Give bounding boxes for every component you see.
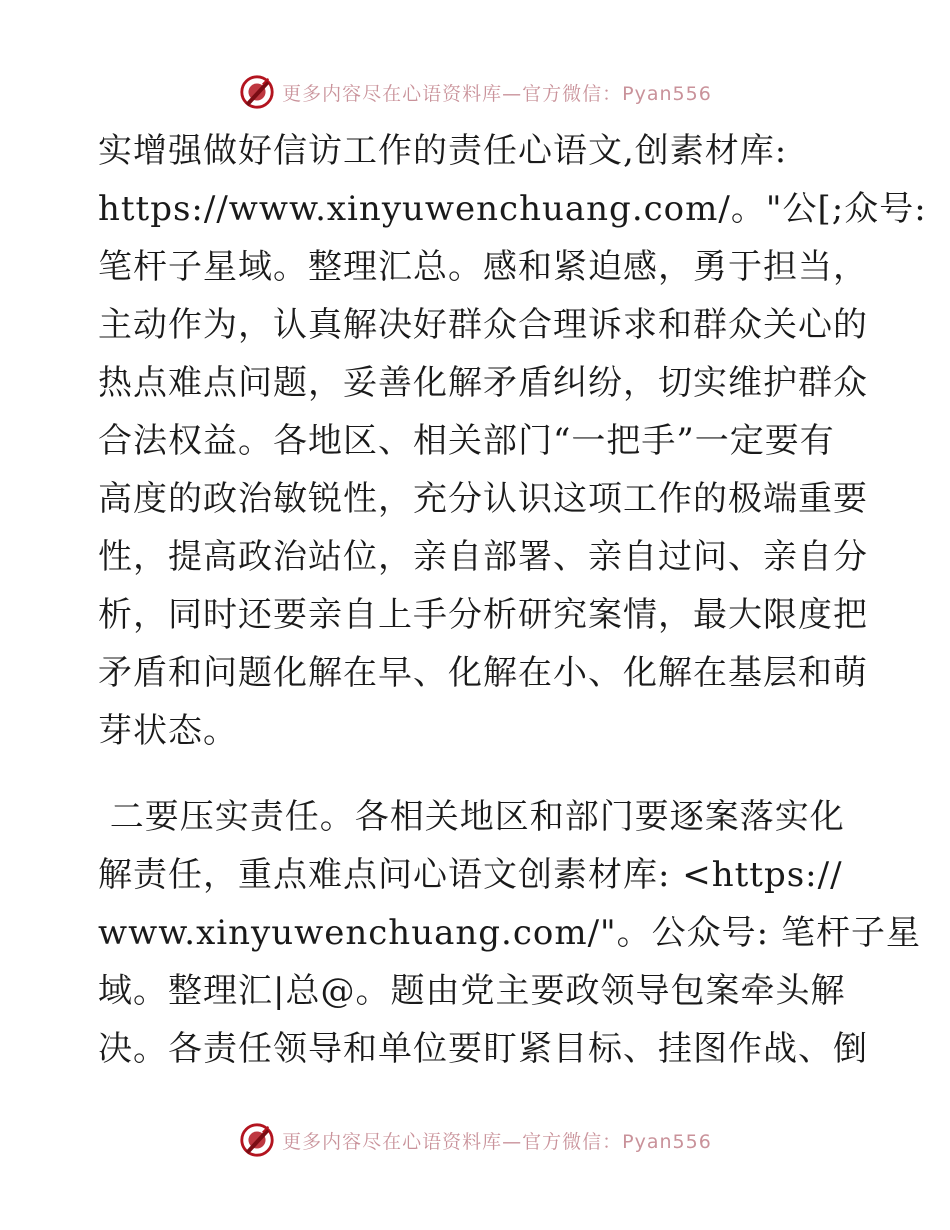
text-line: 域。整理汇|总@。题由党主要政领导包案牵头解 — [98, 971, 846, 1011]
text-line: 析，同时还要亲自上手分析研究案情，最大限度把 — [98, 595, 868, 635]
text-line: www.xinyuwenchuang.com/"。公众号: 笔杆子星 — [98, 913, 921, 953]
watermark-text: 更多内容尽在心语资料库—官方微信：Pyan556 — [282, 82, 712, 105]
text-line: 芽状态。 — [98, 711, 238, 751]
seal-logo-icon — [238, 1121, 276, 1159]
text-line: 热点难点问题，妥善化解矛盾纠纷，切实维护群众 — [98, 363, 868, 403]
paragraph-1 — [98, 122, 927, 760]
watermark-text: 更多内容尽在心语资料库—官方微信：Pyan556 — [282, 1130, 712, 1153]
text-line: 高度的政治敏锐性，充分认识这项工作的极端重要 — [98, 479, 868, 519]
text-line: 决。各责任领导和单位要盯紧目标、挂图作战、倒 — [98, 1029, 868, 1069]
text-line: 解责任，重点难点问心语文创素材库: <https:// — [98, 855, 843, 895]
footer-watermark — [0, 1118, 950, 1162]
seal-logo-icon — [238, 73, 276, 111]
text-line: 笔杆子星域。整理汇总。感和紧迫感，勇于担当， — [98, 247, 868, 287]
header-watermark — [0, 70, 950, 114]
text-line: https://www.xinyuwenchuang.com/。"公[;众号: — [98, 189, 927, 229]
text-line: 合法权益。各地区、相关部门“一把手”一定要有 — [98, 421, 835, 461]
text-line: 性，提高政治站位，亲自部署、亲自过问、亲自分 — [98, 537, 868, 577]
paragraph-2 — [98, 788, 921, 1078]
text-line: 主动作为，认真解决好群众合理诉求和群众关心的 — [98, 305, 868, 345]
text-line: 矛盾和问题化解在早、化解在小、化解在基层和萌 — [98, 653, 868, 693]
text-line: 二要压实责任。各相关地区和部门要逐案落实化 — [98, 797, 845, 837]
text-line: 实增强做好信访工作的责任心语文,创素材库: — [98, 131, 788, 171]
paragraph-spacer — [98, 760, 858, 788]
document-body — [98, 122, 927, 1078]
